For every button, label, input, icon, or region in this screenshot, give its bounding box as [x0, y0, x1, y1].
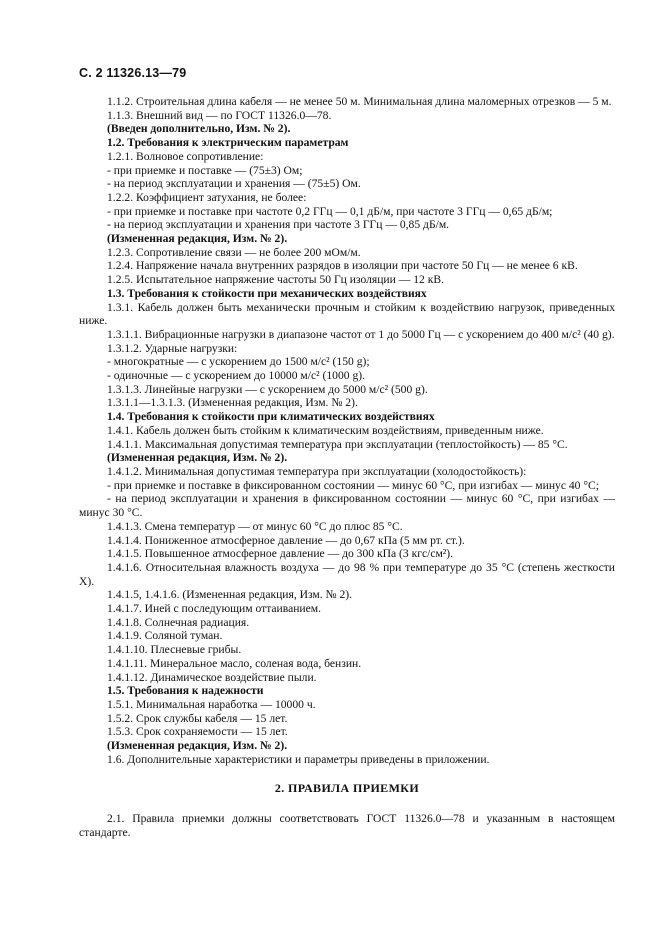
paragraph: 1.2.3. Сопротивление связи — не более 200 мОм/м. [107, 245, 361, 259]
paragraph: 1.4.1.7. Иней с последующим оттаиванием. [107, 602, 322, 616]
paragraph: 1.3.1.3. Линейные нагрузки — с ускорением до 5000 м/с² (500 g). [107, 382, 428, 396]
paragraph: 1.4.1. Кабель должен быть стойким к климатическим воздействиям, приведенным ниже. [107, 423, 544, 437]
paragraph: - многократные — с ускорением до 1500 м/с² (150 g); [107, 355, 370, 369]
bold-paragraph: (Введен дополнительно, Изм. № 2). [107, 122, 291, 136]
paragraph: 1.3.1.1—1.3.1.3. (Измененная редакция, Изм. № 2). [107, 396, 358, 410]
paragraph: - при приемке и поставке — (75±3) Ом; [107, 163, 303, 177]
paragraph: - одиночные — с ускорением до 10000 м/с² (1000 g). [107, 369, 366, 383]
section-title: 2. ПРАВИЛА ПРИЕМКИ [274, 781, 420, 796]
paragraph: - на период эксплуатации и хранения в фиксированном состоянии — минус 60 °С, при изгибах — минус 30 °С. [79, 492, 615, 520]
paragraph: 1.4.1.11. Минеральное масло, соленая вода, бензин. [107, 656, 362, 670]
paragraph: 1.4.1.6. Относительная влажность воздуха — до 98 % при температуре до 35 °С (степень жесткости X). [79, 560, 615, 588]
paragraph: 2.1. Правила приемки должны соответствовать ГОСТ 11326.0—78 и указанным в настоящем стандарте. [79, 812, 615, 839]
paragraph: - на период эксплуатации и хранения — (75±5) Ом. [107, 177, 361, 191]
paragraph: 1.4.1.1. Максимальная допустимая температура при эксплуатации (теплостойкость) — 85 °С. [107, 437, 568, 451]
paragraph: 1.4.1.10. Плесневые грибы. [107, 643, 242, 657]
paragraph: 1.2.5. Испытательное напряжение частоты 50 Гц изоляции — 12 кВ. [107, 273, 444, 287]
bold-paragraph: 1.5. Требования к надежности [107, 684, 264, 698]
paragraph: 1.2.4. Напряжение начала внутренних разрядов в изоляции при частоте 50 Гц — не менее 6 кВ. [107, 259, 578, 273]
paragraph: 1.2.2. Коэффициент затухания, не более: [107, 190, 307, 204]
paragraph: - на период эксплуатации и хранения при частоте 3 ГГц — 0,85 дБ/м. [107, 218, 450, 232]
paragraph: 1.3.1.1. Вибрационные нагрузки в диапазоне частот от 1 до 5000 Гц — с ускорением до 400 м/с² (40 g). [107, 327, 615, 341]
paragraph: 1.2.1. Волновое сопротивление: [107, 149, 264, 163]
bold-paragraph: 1.3. Требования к стойкости при механических воздействиях [107, 286, 427, 300]
bold-paragraph: (Измененная редакция, Изм. № 2). [107, 232, 288, 246]
paragraph: 1.1.2. Строительная длина кабеля — не менее 50 м. Минимальная длина маломерных отрезков — 5 м. [107, 95, 612, 108]
paragraph: 1.4.1.2. Минимальная допустимая температура при эксплуатации (холодостойкость): [107, 464, 527, 478]
paragraph: 1.4.1.5, 1.4.1.6. (Измененная редакция, Изм. № 2). [107, 588, 353, 602]
paragraph: 1.3.1. Кабель должен быть механически прочным и стойким к воздействию нагрузок, приведенных ниже. [79, 300, 615, 328]
bold-paragraph: 1.2. Требования к электрическим параметрам [107, 136, 349, 150]
paragraph: 1.4.1.3. Смена температур — от минус 60 °С до плюс 85 °С. [107, 519, 403, 533]
bold-paragraph: (Измененная редакция, Изм. № 2). [107, 739, 288, 753]
document-body [79, 95, 615, 840]
paragraph: 1.6. Дополнительные характеристики и параметры приведены в приложении. [107, 752, 490, 766]
bold-paragraph: 1.4. Требования к стойкости при климатических воздействиях [107, 410, 435, 424]
paragraph: - при приемке и поставке в фиксированном состоянии — минус 60 °С, при изгибах — минус 40 °С; [107, 478, 599, 492]
paragraph: 1.5.3. Срок сохраняемости — 15 лет. [107, 725, 288, 739]
paragraph: 1.4.1.9. Соляной туман. [107, 629, 223, 643]
paragraph: 1.3.1.2. Ударные нагрузки: [107, 341, 238, 355]
paragraph: 1.4.1.8. Солнечная радиация. [107, 615, 250, 629]
paragraph: 1.1.3. Внешний вид — по ГОСТ 11326.0—78. [107, 108, 332, 122]
page-header: С. 2 11326.13—79 [79, 66, 187, 80]
paragraph: 1.4.1.12. Динамическое воздействие пыли. [107, 670, 317, 684]
paragraph: - при приемке и поставке при частоте 0,2 ГГц — 0,1 дБ/м, при частоте 3 ГГц — 0,65 дБ/м; [107, 204, 553, 218]
paragraph: 1.4.1.5. Повышенное атмосферное давление — до 300 кПа (3 кгс/см²). [107, 547, 454, 561]
paragraph: 1.5.1. Минимальная наработка — 10000 ч. [107, 697, 316, 711]
paragraph: 1.5.2. Срок службы кабеля — 15 лет. [107, 711, 288, 725]
bold-paragraph: (Измененная редакция, Изм. № 2). [107, 451, 288, 465]
paragraph: 1.4.1.4. Пониженное атмосферное давление — до 0,67 кПа (5 мм рт. ст.). [107, 533, 465, 547]
